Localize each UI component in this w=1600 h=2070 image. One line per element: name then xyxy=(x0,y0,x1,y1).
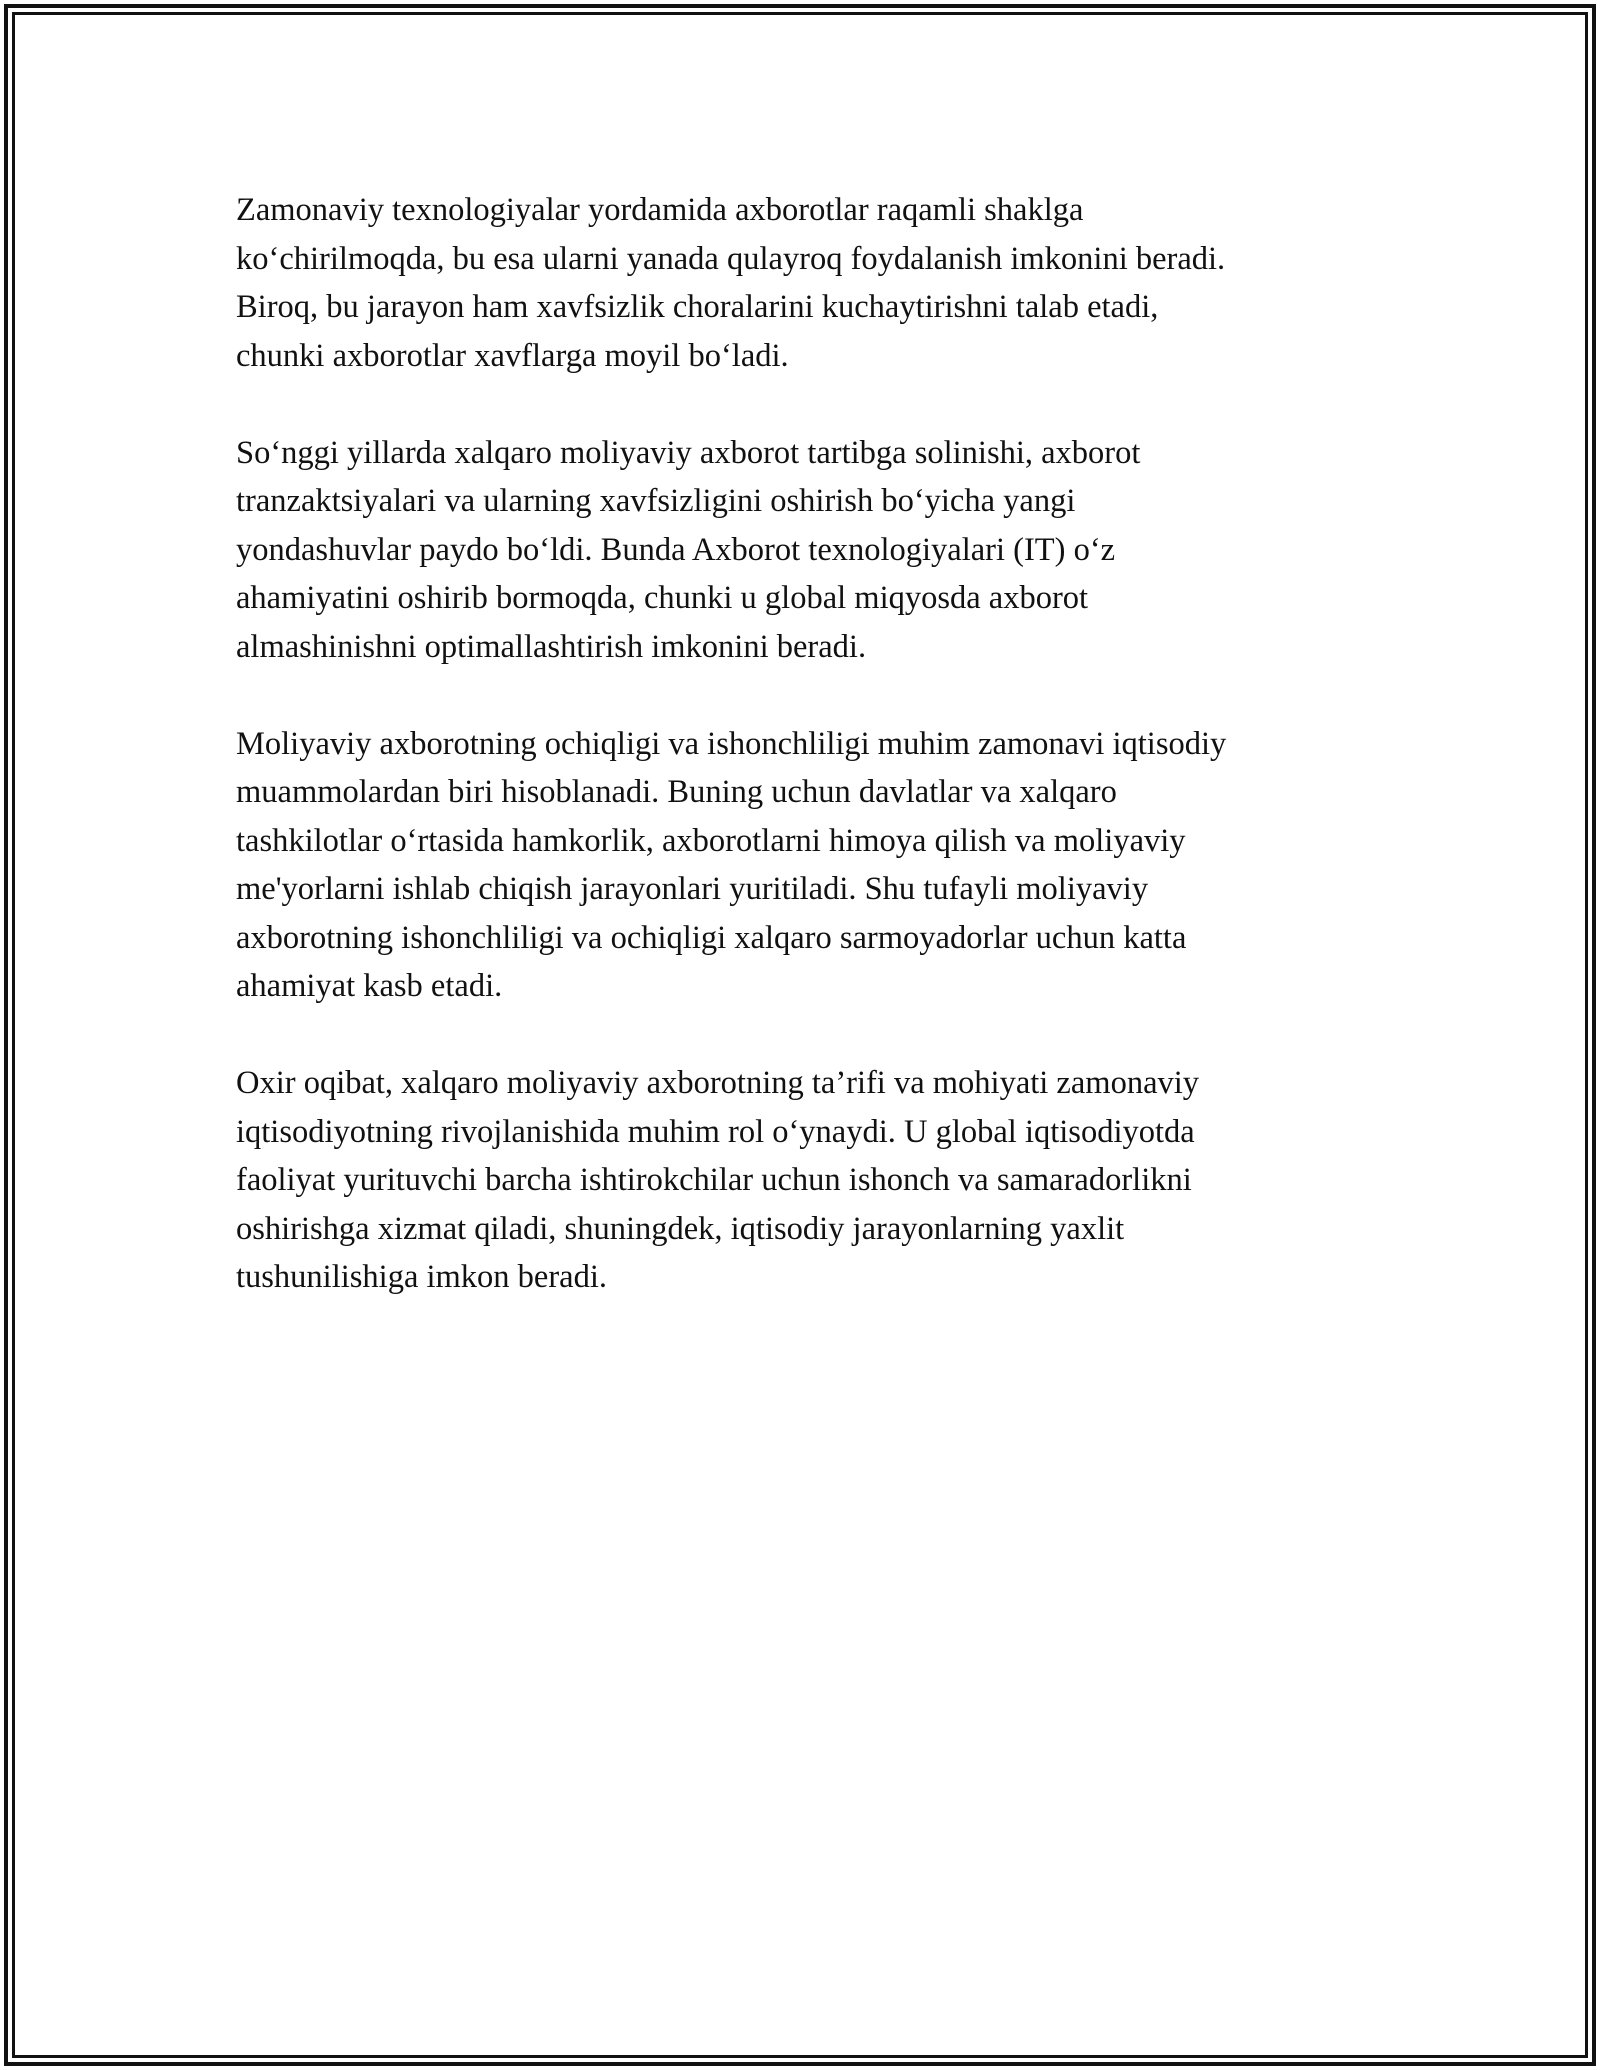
text-line: yondashuvlar paydo bo‘ldi. Bunda Axborot texnologiyalari (IT) o‘z xyxy=(236,531,1116,568)
text-line: Zamonaviy texnologiyalar yordamida axborotlar raqamli shaklga xyxy=(236,192,1084,228)
text-line: Moliyaviy axborotning ochiqligi va ishonchliligi muhim zamonavi iqtisodiy xyxy=(236,725,1227,762)
text-line: So‘nggi yillarda xalqaro moliyaviy axborot tartibga solinishi, axborot xyxy=(236,434,1141,471)
text-line: iqtisodiyotning rivojlanishida muhim rol o‘ynaydi. U global iqtisodiyotda xyxy=(236,1113,1195,1150)
text-line: oshirishga xizmat qiladi, shuningdek, iqtisodiy jarayonlarning yaxlit xyxy=(236,1210,1125,1247)
document-body xyxy=(236,186,1376,1350)
text-line: tranzaktsiyalari va ularning xavfsizligini oshirish bo‘yicha yangi xyxy=(236,483,1076,519)
text-line: almashinishni optimallashtirish imkonini beradi. xyxy=(236,628,867,665)
text-line: muammolardan biri hisoblanadi. Buning uchun davlatlar va xalqaro xyxy=(236,774,1117,810)
text-line: me'yorlarni ishlab chiqish jarayonlari yuritiladi. Shu tufayli moliyaviy xyxy=(236,871,1149,907)
paragraph-4 xyxy=(236,1059,1376,1302)
text-line: ahamiyat kasb etadi. xyxy=(236,968,503,1004)
text-line: Biroq, bu jarayon ham xavfsizlik choralarini kuchaytirishni talab etadi, xyxy=(236,289,1159,325)
text-line: Oxir oqibat, xalqaro moliyaviy axborotning ta’rifi va mohiyati zamonaviy xyxy=(236,1065,1200,1101)
text-line: chunki axborotlar xavflarga moyil bo‘ladi. xyxy=(236,337,789,374)
text-line: axborotning ishonchliligi va ochiqligi xalqaro sarmoyadorlar uchun katta xyxy=(236,919,1187,956)
text-line: ahamiyatini oshirib bormoqda, chunki u global miqyosda axborot xyxy=(236,580,1089,616)
text-line: faoliyat yurituvchi barcha ishtirokchilar uchun ishonch va samaradorlikni xyxy=(236,1162,1192,1198)
paragraph-2 xyxy=(236,429,1376,672)
text-line: tashkilotlar o‘rtasida hamkorlik, axborotlarni himoya qilish va moliyaviy xyxy=(236,822,1186,859)
paragraph-1 xyxy=(236,186,1376,380)
paragraph-3 xyxy=(236,720,1376,1011)
text-line: tushunilishiga imkon beradi. xyxy=(236,1259,608,1295)
text-line: ko‘chirilmoqda, bu esa ularni yanada qulayroq foydalanish imkonini beradi. xyxy=(236,240,1226,277)
